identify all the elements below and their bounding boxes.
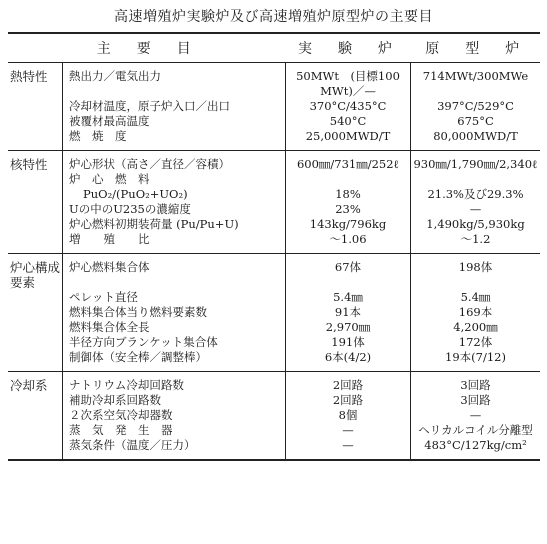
category-cell: 核特性 xyxy=(8,151,63,173)
item-label: 熱出力／電気出力 xyxy=(63,63,286,100)
item-label: 補助冷却系回路数 xyxy=(63,393,286,408)
item-label: ペレット直径 xyxy=(63,290,286,305)
table-header-row xyxy=(8,33,540,63)
table-row xyxy=(8,63,540,100)
experimental-value: 8個 xyxy=(286,408,411,423)
category-cell xyxy=(8,99,63,114)
category-cell xyxy=(8,187,63,202)
experimental-value: 2,970㎜ xyxy=(286,320,411,335)
item-label: 被覆材最高温度 xyxy=(63,114,286,129)
prototype-value: 397°C/529°C xyxy=(437,99,514,113)
prototype-value: 4,200㎜ xyxy=(453,320,498,334)
item-label: 蒸気条件（温度／圧力） xyxy=(63,438,286,460)
experimental-value: 600㎜/731㎜/252ℓ xyxy=(286,151,411,173)
prototype-value: 3回路 xyxy=(460,378,491,392)
table-row xyxy=(8,202,540,217)
specifications-table xyxy=(8,32,540,461)
category-cell xyxy=(8,290,63,305)
prototype-value: 483°C/127kg/cm² xyxy=(411,438,541,460)
category-cell xyxy=(8,114,63,129)
table-row xyxy=(8,129,540,151)
category-cell xyxy=(8,232,63,254)
prototype-value: 198体 xyxy=(458,260,493,274)
prototype-value: ヘリカルコイル分離型 xyxy=(418,423,533,437)
category-cell xyxy=(8,172,63,187)
experimental-value: 2回路 xyxy=(286,393,411,408)
item-label: 炉 心 燃 料 xyxy=(63,172,286,187)
table-row xyxy=(8,372,540,394)
table-row xyxy=(8,151,540,173)
category-cell: 炉心構成要素 xyxy=(8,254,63,291)
prototype-value: 675°C xyxy=(457,114,494,128)
item-label: 燃 焼 度 xyxy=(63,129,286,151)
item-label: 炉心燃料集合体 xyxy=(63,254,286,291)
category-cell xyxy=(8,217,63,232)
prototype-value: 169本 xyxy=(458,305,493,319)
item-label: 冷却材温度，原子炉入口／出口 xyxy=(63,99,286,114)
item-label: Uの中のU235の濃縮度 xyxy=(63,202,286,217)
item-label: ２次系空気冷却器数 xyxy=(63,408,286,423)
table-row xyxy=(8,350,540,372)
prototype-value: 19本(7/12) xyxy=(411,350,541,372)
table-row xyxy=(8,114,540,129)
table-row xyxy=(8,217,540,232)
table-row xyxy=(8,438,540,460)
experimental-value: 143kg/796kg xyxy=(286,217,411,232)
category-cell xyxy=(8,438,63,460)
experimental-value: 370°C/435°C xyxy=(286,99,411,114)
experimental-value: 2回路 xyxy=(286,372,411,394)
table-row xyxy=(8,393,540,408)
document-title: 高速増殖炉実験炉及び高速増殖炉原型炉の主要目 xyxy=(114,9,433,25)
table-row xyxy=(8,320,540,335)
experimental-value xyxy=(286,172,411,187)
prototype-value: 714MWt/300MWe xyxy=(422,69,529,83)
item-label: 半径方向ブランケット集合体 xyxy=(63,335,286,350)
category-cell xyxy=(8,320,63,335)
item-label: PuO₂/(PuO₂+UO₂) xyxy=(63,187,286,202)
experimental-value: 6本(4/2) xyxy=(286,350,411,372)
item-label: 炉心形状（高さ／直径／容積） xyxy=(63,151,286,173)
category-cell xyxy=(8,129,63,151)
prototype-value: 80,000MWD/T xyxy=(411,129,541,151)
prototype-value: 172体 xyxy=(458,335,493,349)
category-cell: 冷却系 xyxy=(8,372,63,394)
prototype-value xyxy=(411,172,541,187)
category-cell xyxy=(8,335,63,350)
prototype-value: ～1.2 xyxy=(411,232,541,254)
experimental-value: — xyxy=(286,438,411,460)
table-row xyxy=(8,423,540,438)
table-row xyxy=(8,335,540,350)
experimental-value: 18% xyxy=(286,187,411,202)
item-label: ナトリウム冷却回路数 xyxy=(63,372,286,394)
experimental-value: 540°C xyxy=(286,114,411,129)
item-label: 炉心燃料初期装荷量 (Pu/Pu+U) xyxy=(63,217,286,232)
experimental-value: 25,000MWD/T xyxy=(286,129,411,151)
prototype-value: 21.3%及び29.3% xyxy=(427,187,524,201)
prototype-value: 930㎜/1,790㎜/2,340ℓ xyxy=(413,157,538,171)
table-row xyxy=(8,187,540,202)
experimental-value: 67体 xyxy=(286,254,411,291)
experimental-value: 91本 xyxy=(286,305,411,320)
table-row xyxy=(8,305,540,320)
table-body xyxy=(8,63,540,461)
category-cell xyxy=(8,305,63,320)
category-cell xyxy=(8,350,63,372)
category-cell xyxy=(8,408,63,423)
category-cell xyxy=(8,423,63,438)
category-cell xyxy=(8,202,63,217)
experimental-value: — xyxy=(286,423,411,438)
experimental-value: 5.4㎜ xyxy=(286,290,411,305)
header-main: 主 要 目 xyxy=(8,33,286,63)
table-row xyxy=(8,254,540,291)
table-row xyxy=(8,232,540,254)
table-row xyxy=(8,408,540,423)
header-experimental: 実 験 炉 xyxy=(286,33,411,63)
category-cell: 熱特性 xyxy=(8,63,63,100)
prototype-value: 1,490kg/5,930kg xyxy=(426,217,525,231)
item-label: 燃料集合体全長 xyxy=(63,320,286,335)
item-label: 制御体（安全棒／調整棒） xyxy=(63,350,286,372)
experimental-value: 50MWt (目標100 MWt)／— xyxy=(286,63,411,100)
table-row xyxy=(8,290,540,305)
item-label: 増 殖 比 xyxy=(63,232,286,254)
item-label: 蒸 気 発 生 器 xyxy=(63,423,286,438)
experimental-value: ～1.06 xyxy=(286,232,411,254)
item-label: 燃料集合体当り燃料要素数 xyxy=(63,305,286,320)
experimental-value: 191体 xyxy=(286,335,411,350)
prototype-value: 3回路 xyxy=(460,393,491,407)
experimental-value: 23% xyxy=(286,202,411,217)
header-prototype: 原 型 炉 xyxy=(411,33,541,63)
table-row xyxy=(8,99,540,114)
prototype-value: — xyxy=(469,202,482,216)
prototype-value: 5.4㎜ xyxy=(460,290,491,304)
category-cell xyxy=(8,393,63,408)
table-row xyxy=(8,172,540,187)
prototype-value: — xyxy=(469,408,482,422)
